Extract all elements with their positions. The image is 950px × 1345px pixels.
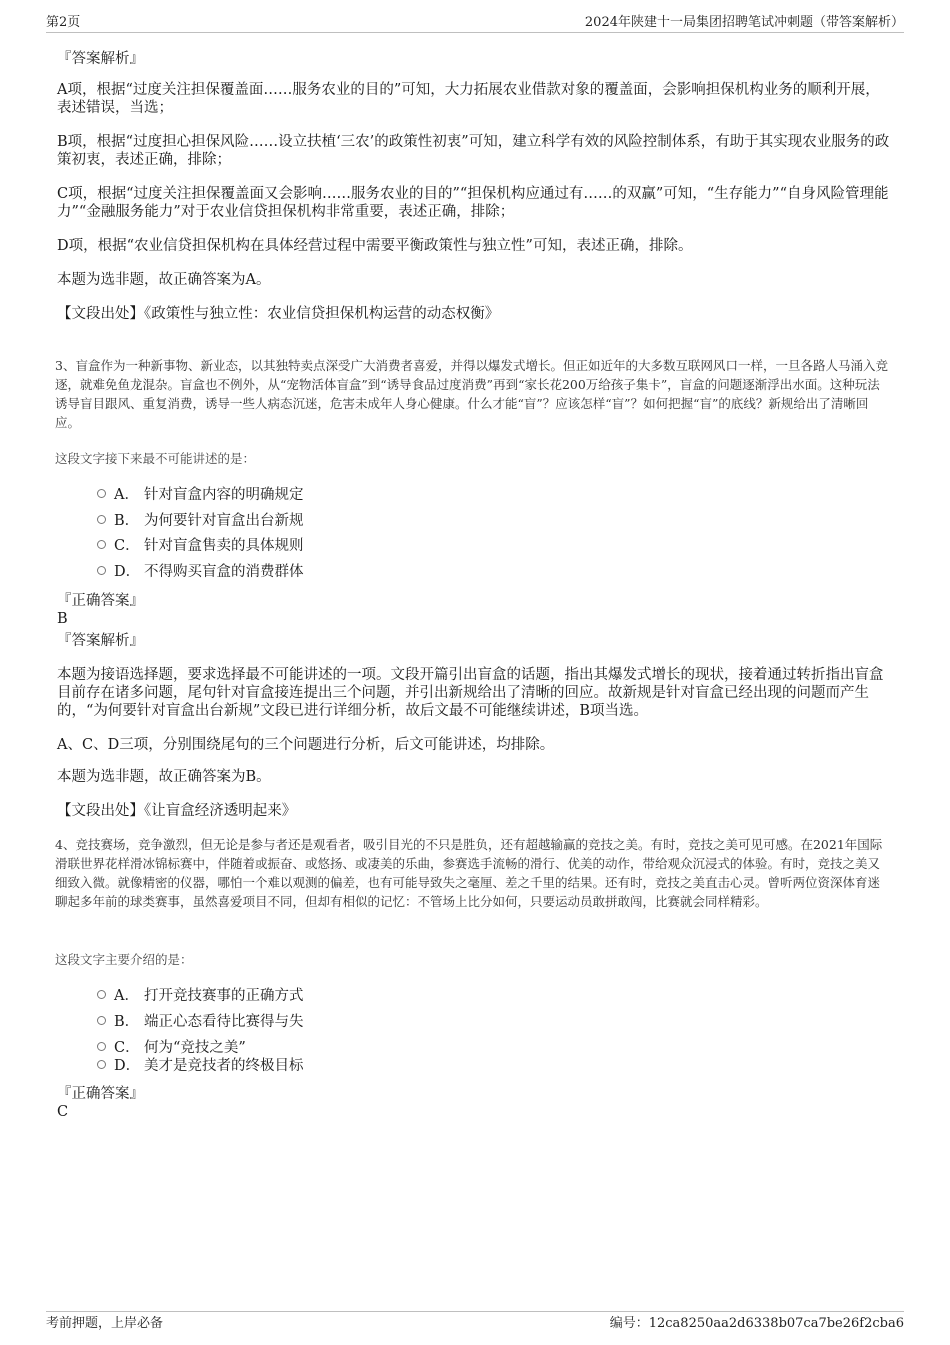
radio-icon[interactable] [97,540,106,549]
q2-analysis-b: B项，根据“过度担心担保风险……设立扶植‘三农’的政策性初衷”可知，建立科学有效的风险控制体系，有助于其实现农业服务的政策初衷，表述正确，排除； [57,134,890,168]
option-text: 针对盲盒售卖的具体规则 [144,538,304,554]
option-text: 端正心态看待比赛得与失 [144,1014,304,1030]
page-number: 第2页 [46,15,81,30]
q4-option-d[interactable] [97,1056,304,1076]
option-text: 美才是竞技者的终极目标 [144,1058,304,1074]
q3-conclusion: 本题为选非题，故正确答案为B。 [57,769,271,785]
q3-option-b[interactable] [97,511,304,531]
option-letter: C． [114,1040,140,1056]
option-text: 为何要针对盲盒出台新规 [144,513,304,529]
option-letter: A． [114,487,139,503]
radio-icon[interactable] [97,489,106,498]
footer-code: 编号：12ca8250aa2d6338b07ca7be26f2cba6 [609,1316,904,1331]
q2-analysis-label: 『答案解析』 [57,51,144,67]
option-text: 不得购买盲盒的消费群体 [144,564,304,580]
page-footer [46,1311,904,1331]
option-letter: D． [114,1058,141,1074]
document-title: 2024年陕建十一局集团招聘笔试冲刺题（带答案解析） [584,15,904,30]
q3-source: 【文段出处】《让盲盒经济透明起来》 [57,803,297,819]
page-header [46,14,904,33]
radio-icon[interactable] [97,1016,106,1025]
radio-icon[interactable] [97,566,106,575]
option-letter: C． [114,538,140,554]
q2-analysis-c: C项，根据“过度关注担保覆盖面又会影响……服务农业的目的”“担保机构应通过有……的双赢”可知，“生存能力”“自身风险管理能力”“金融服务能力”对于农业信贷担保机构非常重要，表述正确，排除； [57,186,889,220]
q3-option-d[interactable] [97,562,304,582]
radio-icon[interactable] [97,990,106,999]
option-text: 针对盲盒内容的明确规定 [144,487,304,503]
q3-option-c[interactable] [97,536,304,556]
q3-answer-label: 『正确答案』 [57,593,144,609]
q3-answer: B [57,611,68,627]
radio-icon[interactable] [97,1042,106,1051]
q2-analysis-d: D项，根据“农业信贷担保机构在具体经营过程中需要平衡政策性与独立性”可知，表述正确，排除。 [57,238,693,254]
q2-conclusion: 本题为选非题，故正确答案为A。 [57,272,271,288]
footer-slogan: 考前押题，上岸必备 [46,1316,164,1331]
q3-passage: 3、盲盒作为一种新事物、新业态，以其独特卖点深受广大消费者喜爱，并得以爆发式增长。但正如近年的大多数互联网风口一样，一旦各路人马涌入竞逐，就难免鱼龙混杂。盲盒也不例外，从“宠物活体盲盒”到“诱导食品过度消费”再到“家长花200万给孩子集卡”，盲盒的问题逐渐浮出水面。这种玩法诱导盲目跟风、重复消费，诱导一些人病态沉迷，危害未成年人身心健康。什么才能“盲”？应该怎样“盲”？如何把握“盲”的底线？新规给出了清晰回应。 [55,358,888,430]
option-text: 何为“竞技之美” [144,1040,246,1056]
option-letter: A． [114,988,139,1004]
option-text: 打开竞技赛事的正确方式 [144,988,304,1004]
q4-option-c[interactable] [97,1038,246,1058]
q4-answer-label: 『正确答案』 [57,1086,144,1102]
q3-question: 这段文字接下来最不可能讲述的是： [55,451,256,466]
q2-analysis-a: A项，根据“过度关注担保覆盖面……服务农业的目的”可知，大力拓展农业借款对象的覆盖面，会影响担保机构业务的顺利开展，表述错误，当选； [57,82,880,116]
q3-analysis-label: 『答案解析』 [57,633,144,649]
radio-icon[interactable] [97,515,106,524]
q3-option-a[interactable] [97,485,304,505]
q4-answer: C [57,1104,69,1120]
q3-analysis-main: 本题为接语选择题，要求选择最不可能讲述的一项。文段开篇引出盲盒的话题，指出其爆发式增长的现状，接着通过转折指出盲盒目前存在诸多问题，尾句针对盲盒接连提出三个问题，并引出新规给出了清晰的回应。故新规是针对盲盒已经出现的问题而产生的，“为何要针对盲盒出台新规”文段已进行详细分析，故后文最不可能继续讲述，B项当选。 [57,667,884,719]
q3-analysis-others: A、C、D三项，分别围绕尾句的三个问题进行分析，后文可能讲述，均排除。 [57,737,555,753]
radio-icon[interactable] [97,1060,106,1069]
q4-passage: 4、竞技赛场，竞争激烈，但无论是参与者还是观看者，吸引目光的不只是胜负，还有超越输赢的竞技之美。有时，竞技之美可见可感。在2021年国际滑联世界花样滑冰锦标赛中，伴随着或振奋、或悠扬、或凄美的乐曲，参赛选手流畅的滑行、优美的动作，带给观众沉浸式的体验。有时，竞技之美又细致入微。就像精密的仪器，哪怕一个难以观测的偏差，也有可能导致失之毫厘、差之千里的结果。还有时，竞技之美直击心灵。曾听两位资深体育迷聊起多年前的球类赛事，虽然喜爱项目不同，但却有相似的记忆：不管场上比分如何，只要运动员敢拼敢闯，比赛就会同样精彩。 [55,837,883,909]
option-letter: D． [114,564,141,580]
q4-question: 这段文字主要介绍的是： [55,952,193,967]
q4-option-b[interactable] [97,1012,304,1032]
option-letter: B． [114,1014,140,1030]
q2-source: 【文段出处】《政策性与独立性：农业信贷担保机构运营的动态权衡》 [57,306,500,322]
option-letter: B． [114,513,140,529]
q4-option-a[interactable] [97,986,304,1006]
